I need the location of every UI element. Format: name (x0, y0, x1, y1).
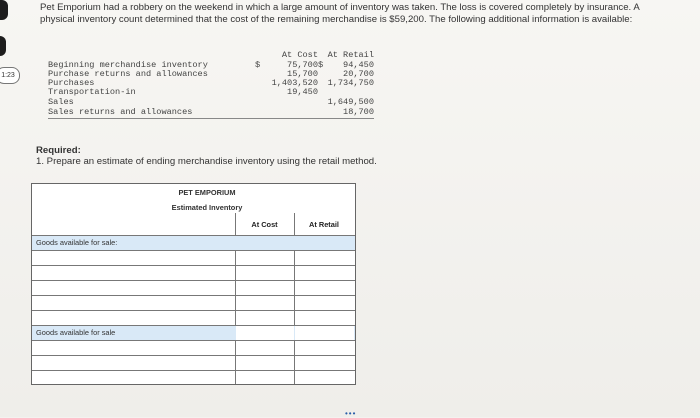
estimated-inventory-table (31, 183, 356, 385)
table-row (32, 355, 355, 370)
label-input[interactable] (32, 341, 235, 355)
retail-input[interactable] (295, 266, 354, 280)
label-input[interactable] (32, 266, 235, 280)
table-row (32, 280, 355, 295)
cost-value: 75,700 (287, 60, 318, 70)
header-at-retail: At Retail (327, 50, 374, 60)
row-label: Purchases (48, 78, 95, 88)
row-label: Sales (48, 97, 74, 107)
cost-input[interactable] (236, 311, 294, 325)
retail-input[interactable] (295, 251, 354, 265)
left-edge-tab (0, 0, 8, 20)
given-data-header (48, 50, 374, 60)
col-header-at-cost: At Cost (251, 220, 278, 229)
goods-available-label: Goods available for sale: (36, 238, 118, 247)
row-label: Purchase returns and allowances (48, 69, 208, 79)
label-input[interactable] (32, 251, 235, 265)
label-input[interactable] (32, 356, 235, 370)
required-heading: Required: (36, 145, 81, 156)
label-input[interactable] (32, 281, 235, 295)
retail-input[interactable] (295, 356, 354, 370)
col-header-at-retail: At Retail (309, 220, 339, 229)
data-row (48, 87, 374, 97)
cost-input[interactable] (236, 341, 294, 355)
row-label: Beginning merchandise inventory (48, 60, 208, 70)
retail-input[interactable] (295, 296, 354, 310)
data-divider (48, 118, 374, 119)
table-row (32, 325, 355, 340)
retail-value: 1,734,750 (327, 78, 374, 88)
retail-input[interactable] (295, 311, 354, 325)
question-tag: 1:23 (0, 67, 20, 84)
cost-value: 19,450 (287, 87, 318, 97)
retail-value: 94,450 (343, 60, 374, 70)
cost-input[interactable] (236, 251, 294, 265)
table-row (32, 370, 355, 384)
retail-input[interactable] (295, 341, 354, 355)
dollar-sign: $ (255, 60, 261, 70)
retail-value: 1,649,500 (327, 97, 374, 107)
cost-input[interactable] (236, 266, 294, 280)
cost-input[interactable] (236, 326, 294, 340)
data-row (48, 107, 374, 117)
table-row (32, 250, 355, 265)
cost-input[interactable] (236, 356, 294, 370)
cost-value: 15,700 (287, 69, 318, 79)
header-at-cost: At Cost (281, 50, 318, 60)
table-row (32, 340, 355, 355)
left-edge-tab (0, 36, 6, 56)
data-row (48, 97, 374, 107)
cost-input[interactable] (236, 281, 294, 295)
label-input[interactable] (32, 311, 235, 325)
retail-value: 18,700 (343, 107, 374, 117)
label-input[interactable] (32, 296, 235, 310)
table-row (32, 295, 355, 310)
label-input[interactable] (32, 371, 235, 384)
cost-input[interactable] (236, 371, 294, 384)
required-instruction: 1. Prepare an estimate of ending merchandise inventory using the retail method. (36, 156, 377, 167)
table-company: PET EMPORIUM (178, 188, 236, 197)
table-subtitle: Estimated Inventory (171, 203, 243, 212)
table-row (32, 235, 355, 250)
cost-value: 1,403,520 (271, 78, 318, 88)
cost-input[interactable] (236, 296, 294, 310)
row-label: Sales returns and allowances (48, 107, 193, 117)
retail-input[interactable] (295, 371, 354, 384)
retail-value: 20,700 (343, 69, 374, 79)
dollar-sign: $ (318, 60, 324, 70)
table-row (32, 265, 355, 280)
table-row (32, 310, 355, 325)
retail-input[interactable] (295, 326, 354, 340)
pager-dots[interactable]: ••• (345, 409, 357, 418)
row-label: Transportation-in (48, 87, 136, 97)
goods-available-label: Goods available for sale (36, 328, 116, 337)
retail-input[interactable] (295, 281, 354, 295)
problem-intro: Pet Emporium had a robbery on the weekend in which a large amount of inventory was taken. The loss is covered completely by insurance. A physical inventory count determined that the cost of the remaining merchandise is $59,200. The following additional information is available: (40, 2, 640, 25)
